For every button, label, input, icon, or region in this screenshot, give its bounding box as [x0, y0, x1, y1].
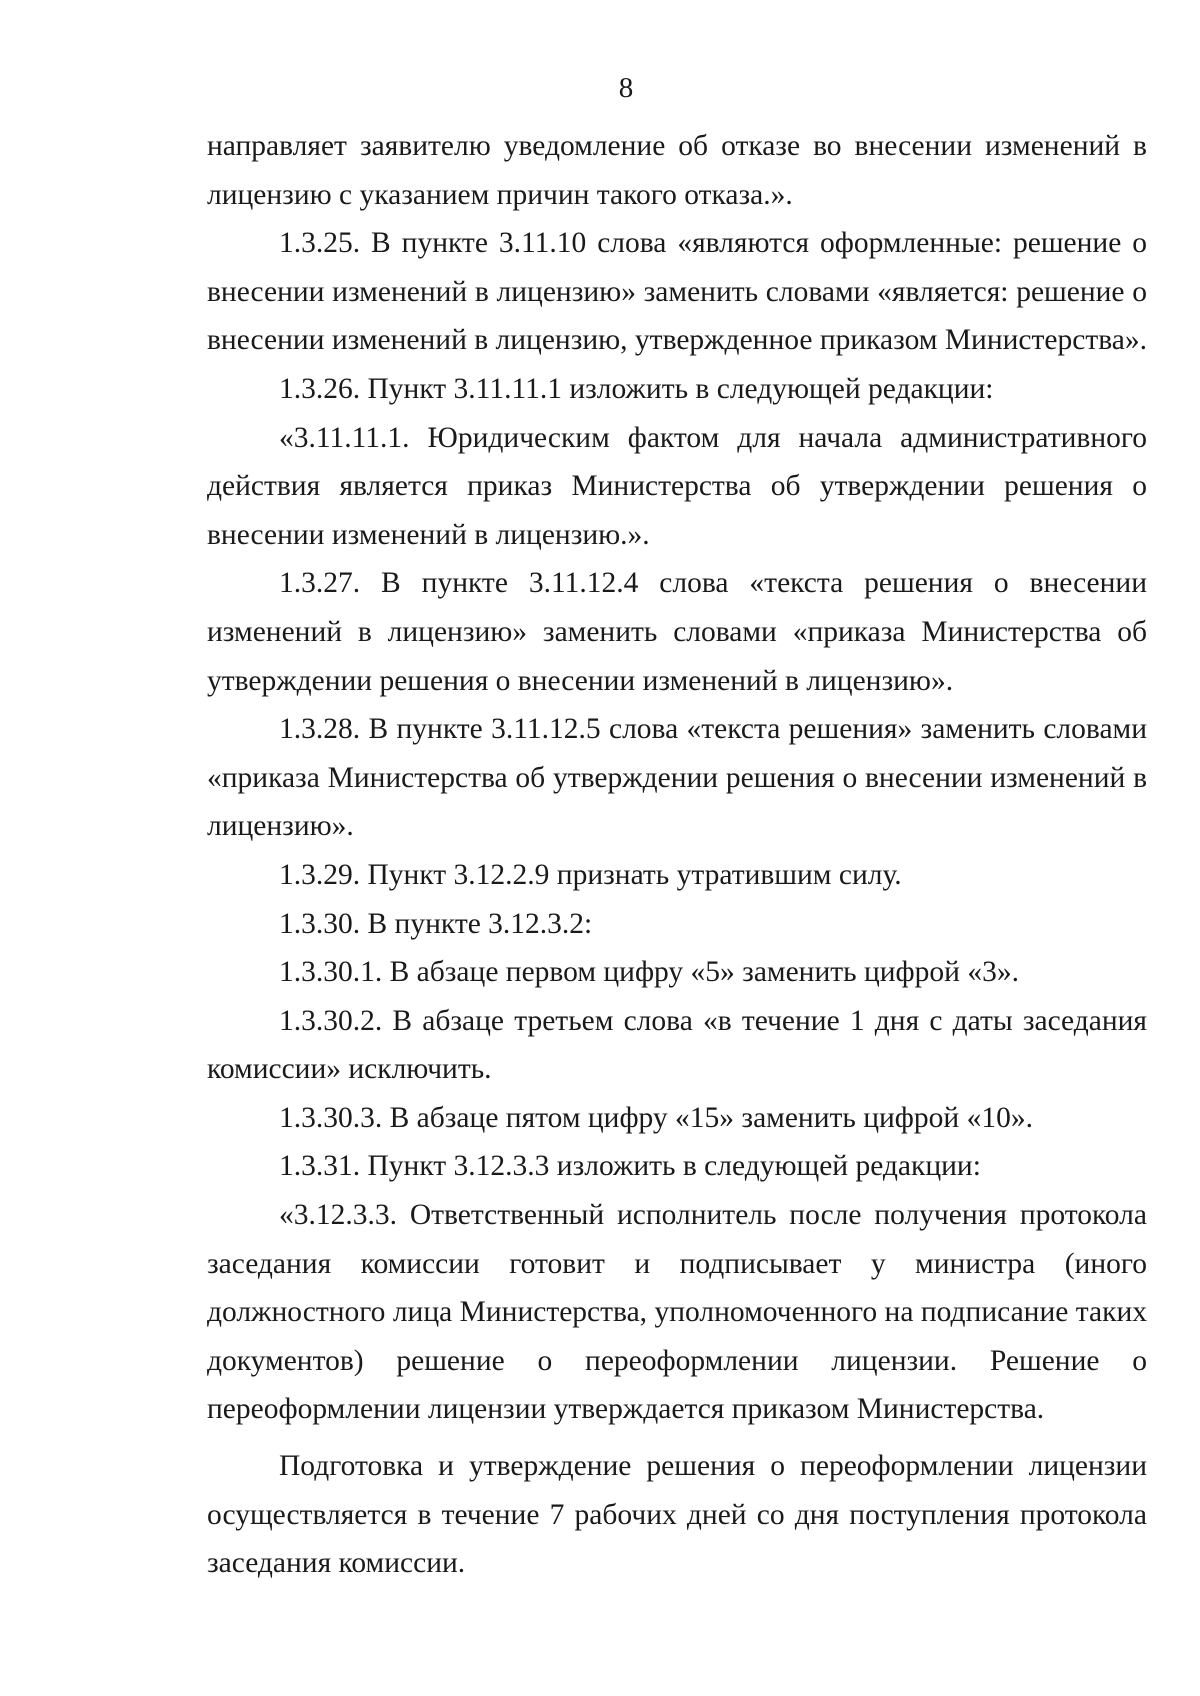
paragraph-3-11-11-1-quote: «3.11.11.1. Юридическим фактом для начала административного действия является приказ Министерства об утверждении решения о внесении изменений в лицензию.».: [207, 421, 1147, 551]
paragraph-1-3-30-2: 1.3.30.2. В абзаце третьем слова «в течение 1 дня с даты заседания комиссии» исключить.: [207, 1004, 1147, 1086]
paragraph-1-3-30: 1.3.30. В пункте 3.12.3.2:: [279, 907, 593, 940]
document-body: [207, 122, 1147, 1588]
page-number: 8: [618, 72, 634, 104]
paragraph-1-3-29: 1.3.29. Пункт 3.12.2.9 признать утратившим силу.: [279, 858, 902, 891]
paragraph-1-3-31: 1.3.31. Пункт 3.12.3.3 изложить в следующей редакции:: [279, 1150, 981, 1183]
paragraph-3-12-3-3-quote: «3.12.3.3. Ответственный исполнитель после получения протокола заседания комиссии готовит и подписывает у министра (иного должностного лица Министерства, уполномоченного на подписание таких документов) решение о переоформлении лицензии. Решение о переоформлении лицензии утверждается приказом Министерства.: [207, 1199, 1147, 1426]
paragraph-1-3-27: 1.3.27. В пункте 3.11.12.4 слова «текста решения о внесении изменений в лицензию» заменить словами «приказа Министерства об утверждении решения о внесении изменений в лицензию».: [207, 567, 1147, 697]
paragraph-continuation: направляет заявителю уведомление об отказе во внесении изменений в лицензию с указанием причин такого отказа.».: [207, 130, 1147, 211]
paragraph-1-3-26: 1.3.26. Пункт 3.11.11.1 изложить в следующей редакции:: [279, 372, 994, 405]
paragraph-1-3-30-1: 1.3.30.1. В абзаце первом цифру «5» заменить цифрой «3».: [279, 956, 1019, 989]
paragraph-1-3-25: 1.3.25. В пункте 3.11.10 слова «являются оформленные: решение о внесении изменений в лицензию» заменить словами «является: решение о внесении изменений в лицензию, утвержденное приказом Министерства».: [207, 227, 1147, 357]
paragraph-1-3-30-3: 1.3.30.3. В абзаце пятом цифру «15» заменить цифрой «10».: [279, 1101, 1033, 1134]
paragraph-1-3-28: 1.3.28. В пункте 3.11.12.5 слова «текста решения» заменить словами «приказа Министерства об утверждении решения о внесении изменений в лицензию».: [207, 713, 1147, 843]
paragraph-preparation-term: Подготовка и утверждение решения о переоформлении лицензии осуществляется в течение 7 рабочих дней со дня поступления протокола заседания комиссии.: [207, 1450, 1147, 1580]
